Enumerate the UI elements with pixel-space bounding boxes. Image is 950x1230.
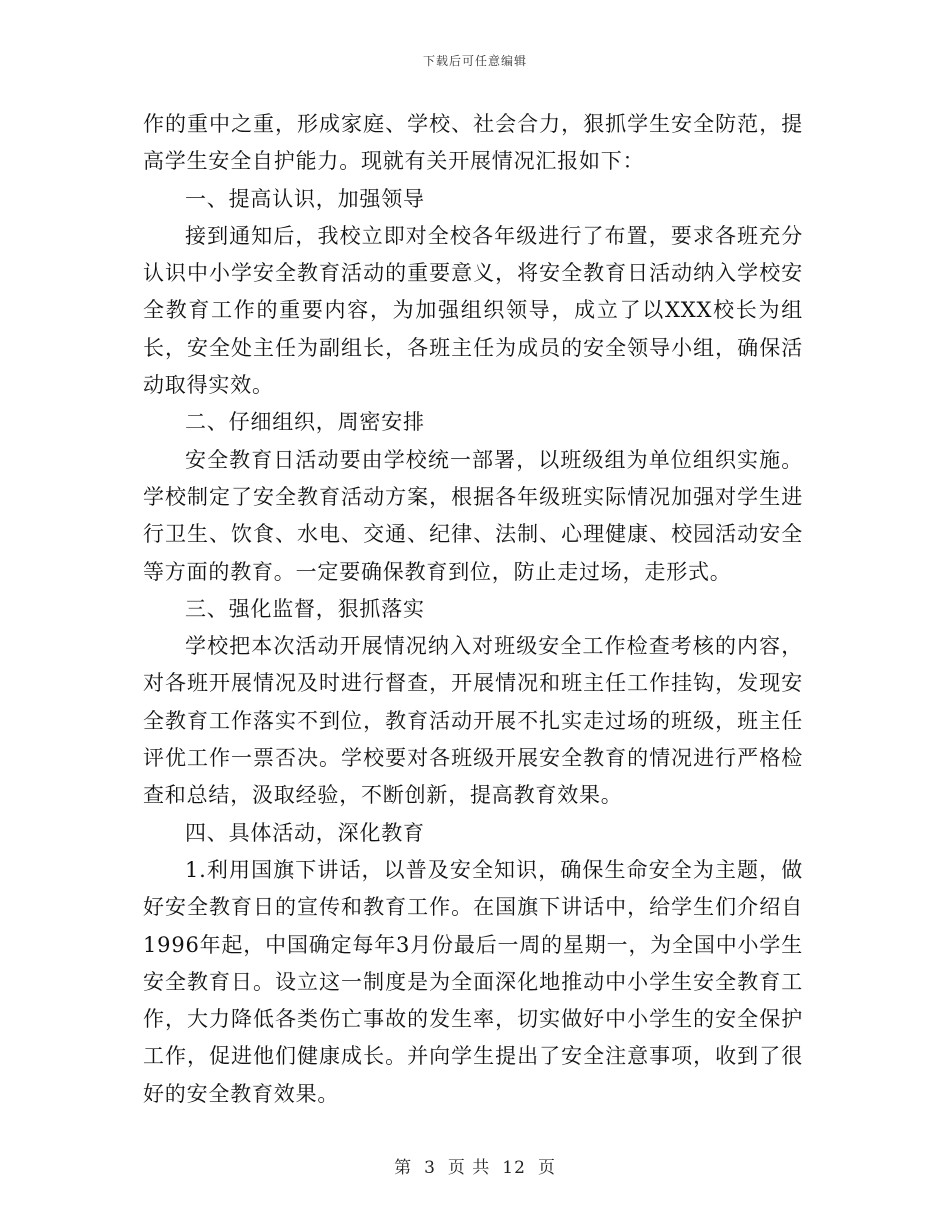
paragraph-section-1: 接到通知后，我校立即对全校各年级进行了布置，要求各班充分认识中小学安全教育活动的重要意义，将安全教育日活动纳入学校安全教育工作的重要内容，为加强组织领导，成立了以XXX校长为组长，安全处主任为副组长，各班主任为成员的安全领导小组，确保活动取得实效。 (143, 223, 803, 398)
footer-page-number: 3 (424, 1158, 436, 1178)
document-body (143, 106, 803, 1113)
section-heading-3: 三、强化监督，狠抓落实 (185, 596, 425, 621)
footer-prefix: 第 (394, 1158, 413, 1178)
section-heading-4: 四、具体活动，深化教育 (185, 820, 425, 845)
page-footer (0, 1153, 950, 1178)
paragraph-section-4: 1.利用国旗下讲话，以普及安全知识，确保生命安全为主题，做好安全教育日的宣传和教育工作。在国旗下讲话中，给学生们介绍自1996年起，中国确定每年3月份最后一周的星期一，为全国中小学生安全教育日。设立这一制度是为全面深化地推动中小学生安全教育工作，大力降低各类伤亡事故的发生率，切实做好中小学生的安全保护工作，促进他们健康成长。并向学生提出了安全注意事项，收到了很好的安全教育效果。 (143, 857, 803, 1106)
footer-suffix: 页 (537, 1158, 556, 1178)
section-heading-2: 二、仔细组织，周密安排 (185, 410, 425, 435)
footer-total-pages: 12 (502, 1158, 526, 1178)
paragraph-intro: 作的重中之重，形成家庭、学校、社会合力，狠抓学生安全防范，提高学生安全自护能力。现就有关开展情况汇报如下： (143, 112, 803, 174)
header-note: 下载后可任意编辑 (422, 54, 527, 68)
paragraph-section-3: 学校把本次活动开展情况纳入对班级安全工作检查考核的内容，对各班开展情况及时进行督查，开展情况和班主任工作挂钩，发现安全教育工作落实不到位，教育活动开展不扎实走过场的班级，班主任评优工作一票否决。学校要对各班级开展安全教育的情况进行严格检查和总结，汲取经验，不断创新，提高教育效果。 (143, 634, 803, 808)
footer-middle: 页 共 (447, 1158, 491, 1178)
paragraph-section-2: 安全教育日活动要由学校统一部署，以班级组为单位组织实施。学校制定了安全教育活动方案，根据各年级班实际情况加强对学生进行卫生、饮食、水电、交通、纪律、法制、心理健康、校园活动安全等方面的教育。一定要确保教育到位，防止走过场，走形式。 (143, 447, 803, 584)
section-heading-1: 一、提高认识，加强领导 (185, 186, 425, 211)
